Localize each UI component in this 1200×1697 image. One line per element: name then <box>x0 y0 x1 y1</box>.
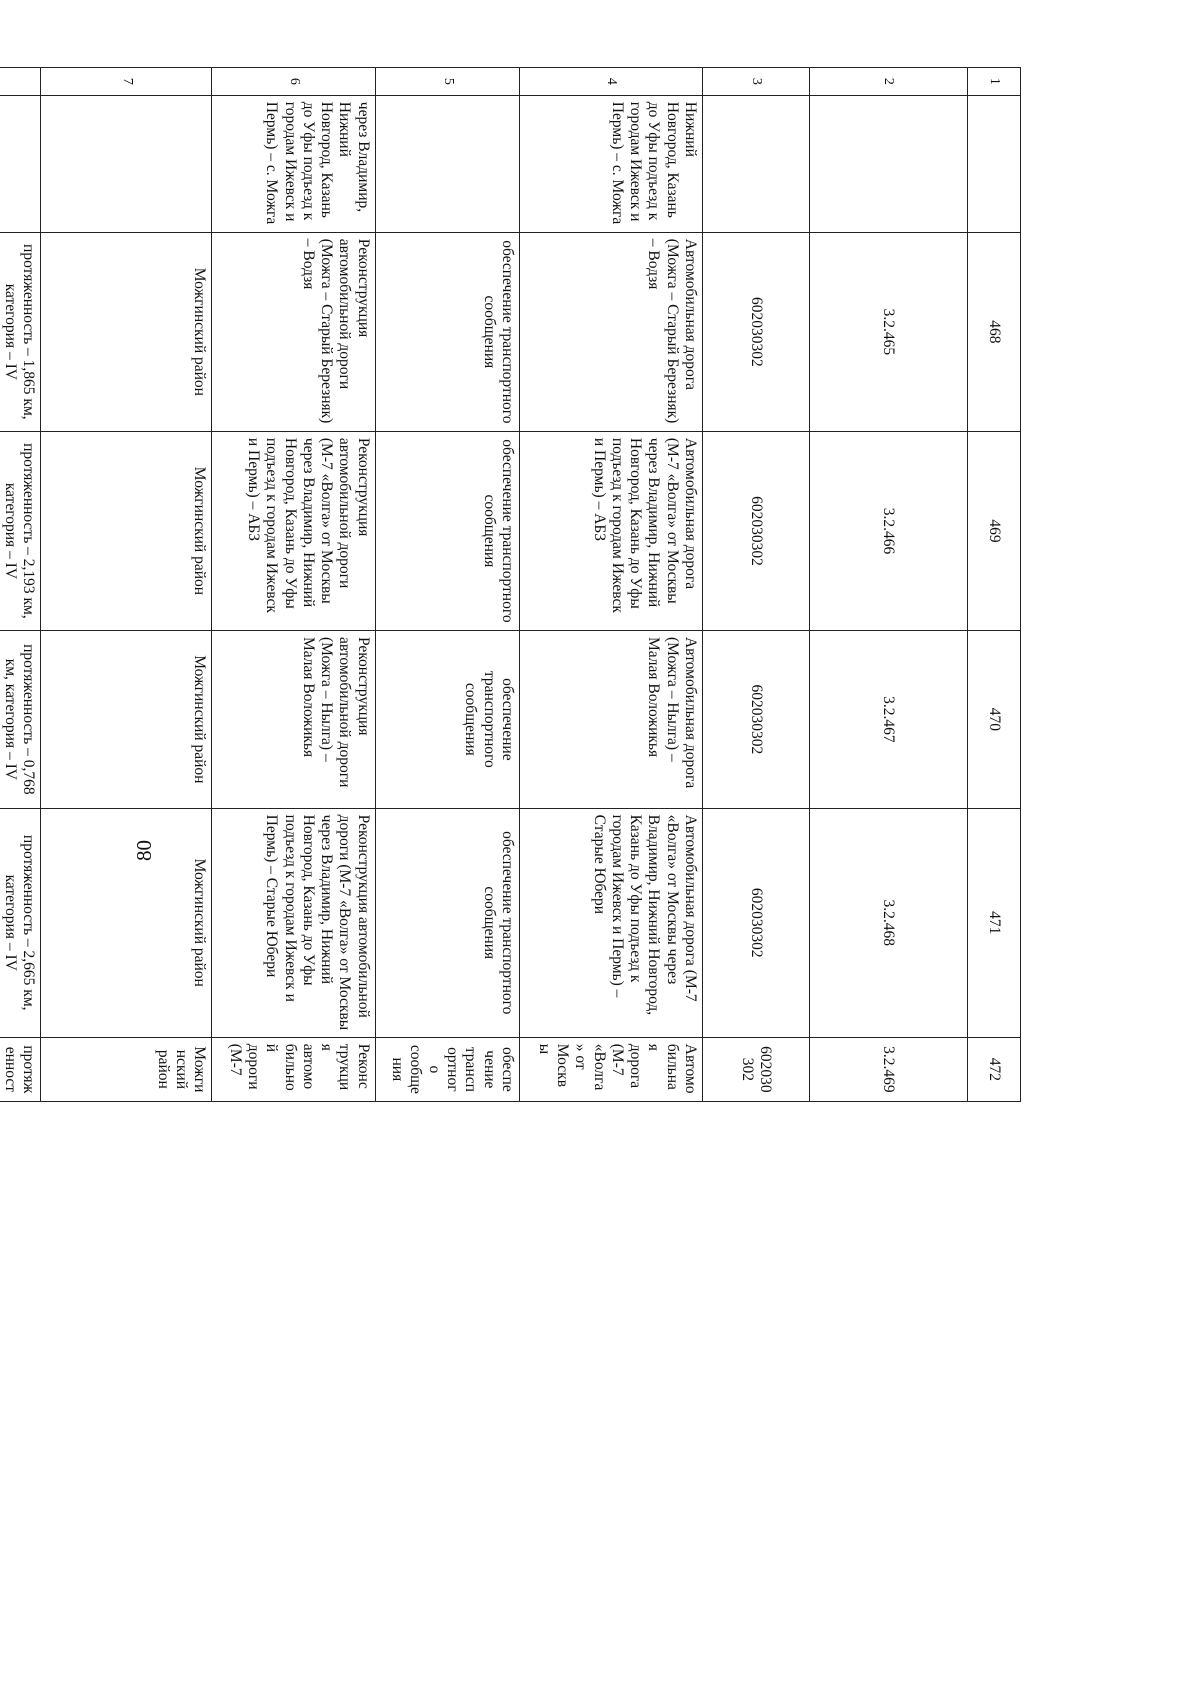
table-column-3 <box>702 68 809 1102</box>
table-cell-action: Реконструкция автомобильной дороги (М-7 <box>212 1037 376 1101</box>
table-cell-n: 470 <box>967 630 1020 808</box>
table-cell-n: 471 <box>967 808 1020 1037</box>
table-column-6 <box>212 68 376 1102</box>
table-cell-purpose: обеспечение транспортного сообщения <box>375 808 519 1037</box>
table-cell-purpose: обеспечение транспортного сообщения <box>375 232 519 431</box>
column-number: 5 <box>375 68 519 96</box>
table-cell-action: Реконструкция автомобильной дороги (Можга – Нылга) – Малая Воложикья <box>212 630 376 808</box>
table-cell-n: 472 <box>967 1037 1020 1101</box>
continuation-cell <box>809 95 967 232</box>
table-cell-name: Автомобильная дорога (М-7 «Волга» от Москвы через Владимир, Нижний Новгород, Казань до Уфы подъезд к городам Ижевск и Пермь) – Старые Юбери <box>519 808 702 1037</box>
table-cell-purpose: обеспечение транспортного сообщения <box>375 630 519 808</box>
table-cell-location: Можгинский район <box>41 232 212 431</box>
continuation-cell <box>375 95 519 232</box>
table-column-7 <box>41 68 212 1102</box>
column-number <box>0 68 41 96</box>
table-cell-location: Можгинский район <box>41 808 212 1037</box>
column-number: 1 <box>967 68 1020 96</box>
table-cell-characteristics: протяженност <box>0 1037 41 1101</box>
table-cell-code: 3.2.468 <box>809 808 967 1037</box>
table-cell-kod: 602030302 <box>702 808 809 1037</box>
table-cell-kod: 602030302 <box>702 630 809 808</box>
table-cell-code: 3.2.465 <box>809 232 967 431</box>
table-cell-n: 469 <box>967 431 1020 630</box>
table-column-1 <box>967 68 1020 1102</box>
continuation-cell <box>967 95 1020 232</box>
table-cell-location: Можгинский район <box>41 1037 212 1101</box>
table-cell-location: Можгинский район <box>41 630 212 808</box>
table-column-8 <box>0 68 41 1102</box>
table-column-2 <box>809 68 967 1102</box>
continuation-cell <box>0 95 41 232</box>
table-cell-code: 3.2.467 <box>809 630 967 808</box>
column-number: 7 <box>41 68 212 96</box>
table-cell-name: Автомобильная дорога (М-7 «Волга» от Москвы <box>519 1037 702 1101</box>
table-cell-n: 468 <box>967 232 1020 431</box>
table-cell-characteristics: протяженность – 2,665 км, категория – IV <box>0 808 41 1037</box>
table-cell-characteristics: протяженность – 0,768 км, категория – IV <box>0 630 41 808</box>
continuation-cell <box>41 95 212 232</box>
column-number: 2 <box>809 68 967 96</box>
table-cell-purpose: обеспечение транспортного сообщения <box>375 1037 519 1101</box>
continuation-cell: Нижний Новгород, Казань до Уфы подъезд к городам Ижевск и Пермь) – с. Можга <box>519 95 702 232</box>
table-cell-characteristics: протяженность – 2,193 км, категория – IV <box>0 431 41 630</box>
table-cell-name: Автомобильная дорога (М-7 «Волга» от Москвы через Владимир, Нижний Новгород, Казань до Уфы подъезд к городам Ижевск и Пермь) – АБЗ <box>519 431 702 630</box>
table-cell-characteristics: протяженность – 1,865 км, категория – IV <box>0 232 41 431</box>
table-column-5 <box>375 68 519 1102</box>
table-cell-code: 3.2.466 <box>809 431 967 630</box>
document-table <box>0 67 1021 1102</box>
table-cell-location: Можгинский район <box>41 431 212 630</box>
table-cell-code: 3.2.469 <box>809 1037 967 1101</box>
document-table-container <box>0 67 1021 1101</box>
continuation-cell: через Владимир, Нижний Новгород, Казань до Уфы подъезд к городам Ижевск и Пермь) – с. Можга <box>212 95 376 232</box>
continuation-cell <box>702 95 809 232</box>
column-number: 6 <box>212 68 376 96</box>
table-cell-kod: 602030302 <box>702 1037 809 1101</box>
table-cell-kod: 602030302 <box>702 431 809 630</box>
table-cell-kod: 602030302 <box>702 232 809 431</box>
column-number: 4 <box>519 68 702 96</box>
page-number: 80 <box>132 840 156 861</box>
table-cell-action: Реконструкция автомобильной дороги (М-7 «Волга» от Москвы через Владимир, Нижний Новгород, Казань до Уфы подъезд к городам Ижевск и Пермь) – АБЗ <box>212 431 376 630</box>
table-column-4 <box>519 68 702 1102</box>
table-cell-action: Реконструкция автомобильной дороги (Можга – Старый Березняк) – Водзя <box>212 232 376 431</box>
table-cell-action: Реконструкция автомобильной дороги (М-7 «Волга» от Москвы через Владимир, Нижний Новгород, Казань до Уфы подъезд к городам Ижевск и Пермь) – Старые Юбери <box>212 808 376 1037</box>
column-number: 3 <box>702 68 809 96</box>
table-cell-name: Автомобильная дорога (Можга – Старый Березняк) – Водзя <box>519 232 702 431</box>
table-cell-purpose: обеспечение транспортного сообщения <box>375 431 519 630</box>
table-cell-name: Автомобильная дорога (Можга – Нылга) – Малая Воложикья <box>519 630 702 808</box>
